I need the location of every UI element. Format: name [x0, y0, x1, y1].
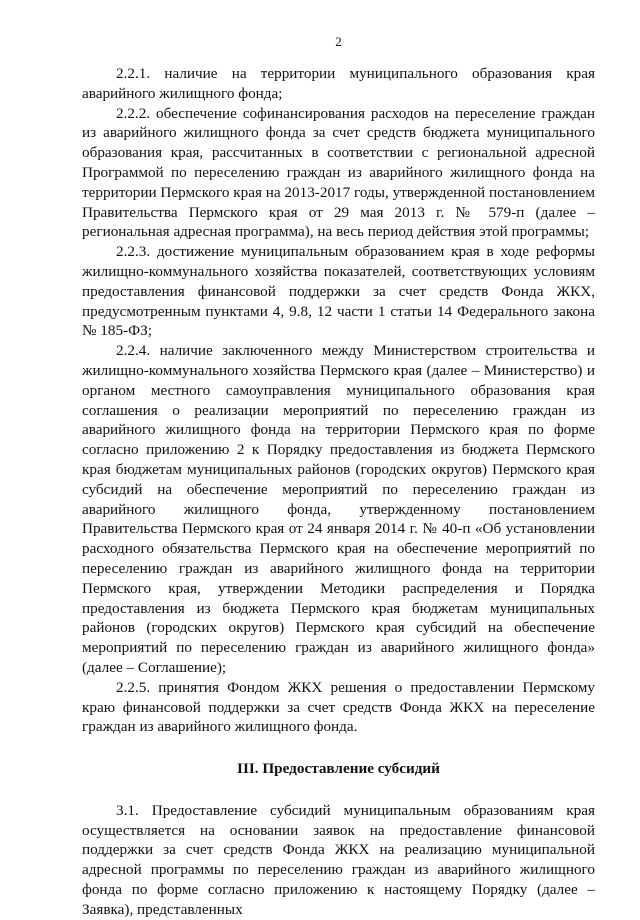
paragraph-2-2-3: 2.2.3. достижение муниципальным образованием края в ходе реформы жилищно-коммунального хозяйства показателей, соответствующих условиям предоставления финансовой поддержки за счет средств Фонда ЖКХ, предусмотренным пунктами 4, 9.8, 12 части 1 статьи 14 Федерального закона № 185-ФЗ; [82, 243, 595, 340]
paragraph-2-2-2: 2.2.2. обеспечение софинансирования расходов на переселение граждан из аварийного жилищного фонда за счет средств бюджета муниципального образования края, рассчитанных в соответствии с региональной адресной Программой по переселению граждан из аварийного жилищного фонда на территории Пермского края на 2013-2017 годы, утвержденной постановлением Правительства Пермского края от 29 мая 2013 г. № 579-п (далее – региональная адресная программа), на весь период действия этой программы; [82, 104, 595, 241]
paragraph-3-1: 3.1. Предоставление субсидий муниципальным образованиям края осуществляется на основании заявок на предоставление финансовой поддержки за счет средств Фонда ЖКХ на реализацию муниципальной адресной программы по переселению граждан из аварийного жилищного фонда по форме согласно приложению к настоящему Порядку (далее – Заявка), представленных [82, 801, 595, 918]
paragraph-2-2-5: 2.2.5. принятия Фондом ЖКХ решения о предоставлении Пермскому краю финансовой поддержки за счет средств Фонда ЖКХ на переселение граждан из аварийного жилищного фонда. [82, 678, 595, 736]
page-number: 2 [335, 34, 342, 49]
paragraph-2-2-1: 2.2.1. наличие на территории муниципального образования края аварийного жилищного фонда; [82, 65, 595, 102]
section-heading: III. Предоставление субсидий [237, 760, 440, 778]
paragraph-2-2-4: 2.2.4. наличие заключенного между Министерством строительства и жилищно-коммунального хозяйства Пермского края (далее – Министерство) и органом местного самоуправления муниципального образования края соглашения о реализации мероприятий по переселению граждан из аварийного жилищного фонда на территории Пермского края по форме согласно приложению 2 к Порядку предоставления из бюджета Пермского края бюджетам муниципальных районов (городских округов) Пермского края субсидий на обеспечение мероприятий по переселению граждан из аварийного жилищного фонда, утвержденному постановлением Правительства Пермского края от 24 января 2014 г. № 40-п «Об установлении расходного обязательства Пермского края на обеспечение мероприятий по переселению граждан из аварийного жилищного фонда на территории Пермского края, утверждении Методики распределения и Порядка предоставления из бюджета Пермского края бюджетам муниципальных районов (городских округов) Пермского края субсидий на обеспечение мероприятий по переселению граждан из аварийного жилищного фонда» (далее – Соглашение); [82, 342, 595, 676]
